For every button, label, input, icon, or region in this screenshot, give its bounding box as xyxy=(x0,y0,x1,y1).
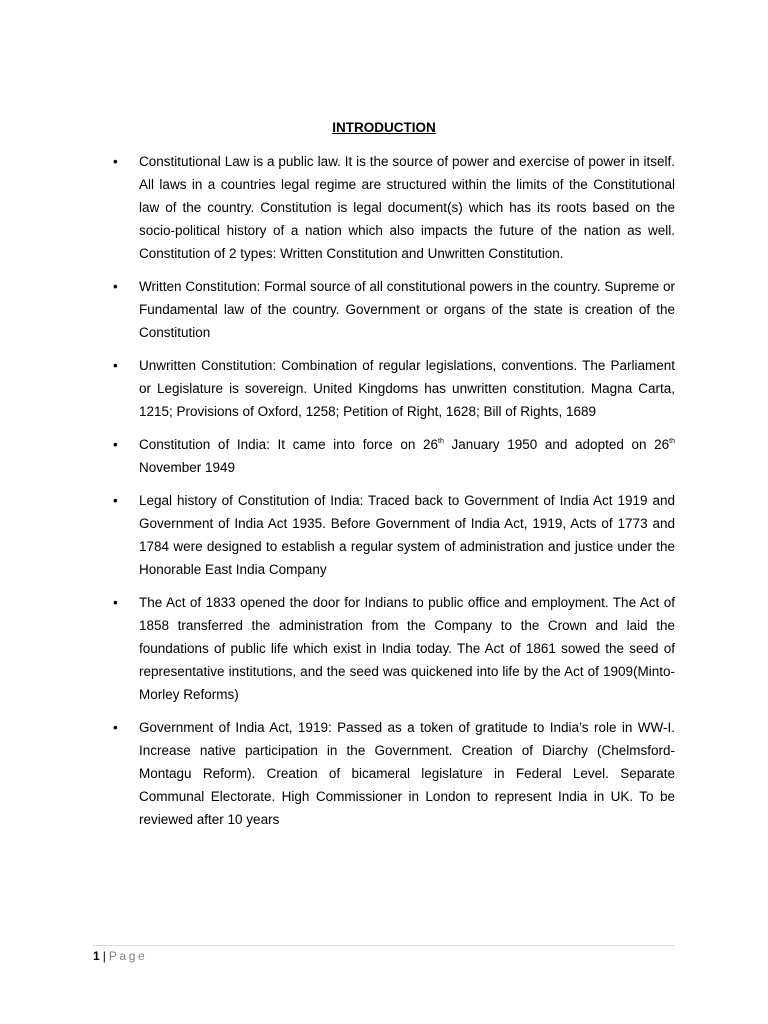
bullet-text: Written Constitution: Formal source of all constitutional powers in the country. Supreme or Fundamental law of the country. Government or organs of the state is creation of the Constitution xyxy=(139,279,675,340)
ordinal-superscript: th xyxy=(438,438,444,445)
bullet-item xyxy=(113,489,675,581)
ordinal-superscript: th xyxy=(669,438,676,445)
bullet-text-part: November 1949 xyxy=(139,460,236,475)
bullet-item xyxy=(113,433,675,479)
page-label: Page xyxy=(108,949,148,963)
bullet-icon: • xyxy=(113,358,118,373)
footer-divider xyxy=(93,945,675,946)
page-number: 1 xyxy=(93,949,100,963)
bullet-text: Legal history of Constitution of India: Traced back to Government of India Act 1919 and Government of India Act 1935. Before Government of India Act, 1919, Acts of 1773 and 1784 were designed to establish a regular system of administration and justice under the Honorable East India Company xyxy=(139,493,675,577)
bullet-text: Government of India Act, 1919: Passed as a token of gratitude to India’s role in WW-I. Increase native participation in the Government. Creation of Diarchy (Chelmsford-Montagu Reform). Creation of bicameral legislature in Federal Level. Separate Communal Electorate. High Commissioner in London to represent India in UK. To be reviewed after 10 years xyxy=(139,720,675,827)
bullet-icon: • xyxy=(113,720,118,735)
bullet-icon: • xyxy=(113,279,118,294)
bullet-item xyxy=(113,591,675,706)
footer-separator: | xyxy=(102,949,106,963)
bullet-icon: • xyxy=(113,154,118,169)
bullet-text-part: Constitution of India: It came into force on 26 xyxy=(139,437,439,452)
bullet-text: Unwritten Constitution: Combination of regular legislations, conventions. The Parliament or Legislature is sovereign. United Kingdoms has unwritten constitution. Magna Carta, 1215; Provisions of Oxford, 1258; Petition of Right, 1628; Bill of Rights, 1689 xyxy=(139,358,675,419)
bullet-text-part: January 1950 and adopted on 26 xyxy=(443,437,670,452)
bullet-item xyxy=(113,354,675,423)
bullet-item xyxy=(113,150,675,265)
bullet-list xyxy=(113,150,675,841)
bullet-icon: • xyxy=(113,595,118,610)
bullet-item xyxy=(113,716,675,831)
page-footer xyxy=(93,948,147,964)
bullet-text: The Act of 1833 opened the door for Indians to public office and employment. The Act of 1858 transferred the administration from the Company to the Crown and laid the foundations of public life which exist in India today. The Act of 1861 sowed the seed of representative institutions, and the seed was quickened into life by the Act of 1909(Minto-Morley Reforms) xyxy=(139,595,675,702)
bullet-text xyxy=(139,433,675,479)
bullet-icon: • xyxy=(113,437,118,452)
bullet-text: Constitutional Law is a public law. It is the source of power and exercise of power in itself. All laws in a countries legal regime are structured within the limits of the Constitutional law of the country. Constitution is legal document(s) which has its roots based on the socio-political history of a nation which also impacts the future of the nation as well. Constitution of 2 types: Written Constitution and Unwritten Constitution. xyxy=(139,154,675,261)
bullet-icon: • xyxy=(113,493,118,508)
document-title: INTRODUCTION xyxy=(332,120,436,135)
bullet-item xyxy=(113,275,675,344)
